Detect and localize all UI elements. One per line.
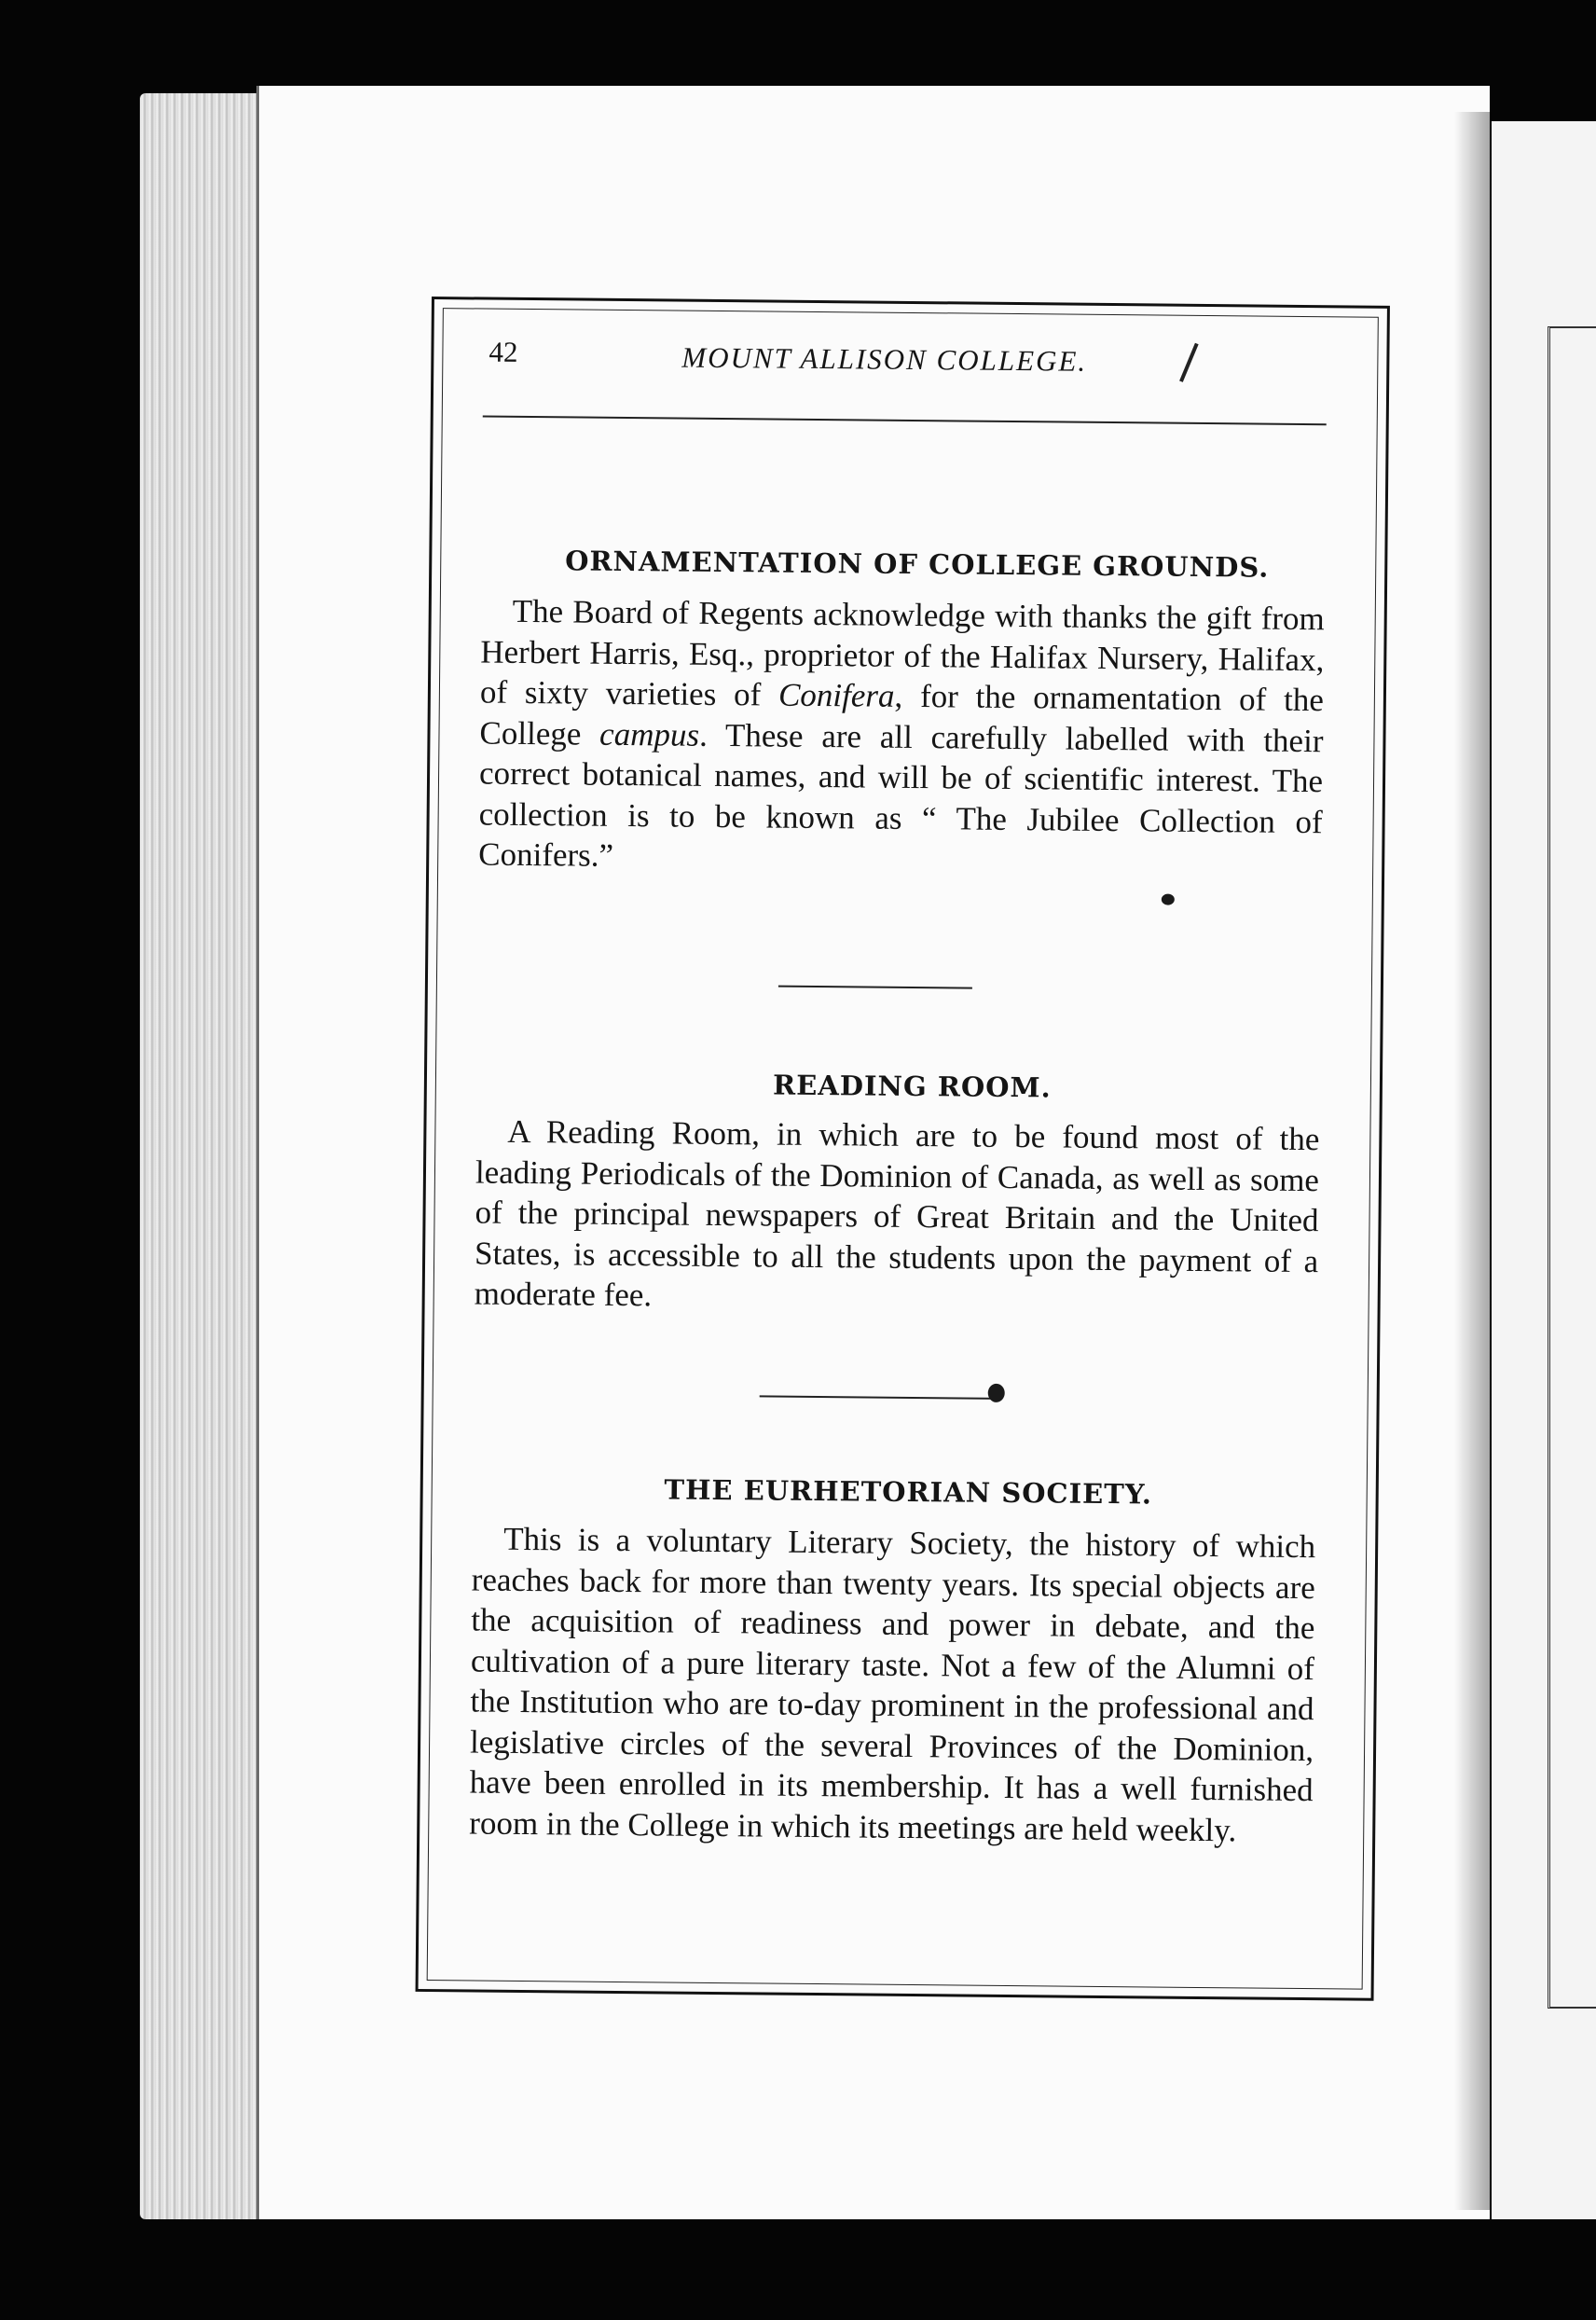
- spine-shadow: [1454, 112, 1492, 2210]
- section-eurhetorian-society: [469, 1471, 1316, 1851]
- section-body: A Reading Room, in which are to be found most of the leading Periodicals of the Dominion of Canada, as well as some of the principal newspapers of Great Britain and the United States, is accessible to all the students upon the payment of a moderate fee.: [474, 1112, 1320, 1314]
- section-body: This is a voluntary Literary Society, the history of which reaches back for more than twenty years. Its special objects are the acquisition of readiness and power in debate, and the cultivation of a pure literary taste. Not a few of the Alumni of the Institution who are to-day prominent in the professional and legislative circles of the several Provinces of the Dominion, have been enrolled in its membership. It has a well furnished room in the College in which its meetings are held weekly.: [469, 1520, 1316, 1848]
- running-title: MOUNT ALLISON COLLEGE.: [681, 340, 1088, 378]
- page-content: [469, 330, 1328, 1848]
- pencil-mark: [1179, 343, 1199, 382]
- running-header: [483, 330, 1328, 394]
- section-reading-room: [475, 1066, 1321, 1321]
- ink-blot: [1162, 894, 1175, 905]
- facing-page-frame: [1548, 326, 1596, 2009]
- ink-blot: [988, 1384, 1005, 1402]
- page-number: 42: [488, 335, 518, 368]
- section-heading: THE EURHETORIAN SOCIETY.: [664, 1473, 1153, 1511]
- section-ornamentation: [478, 545, 1325, 883]
- page-frame: [416, 297, 1390, 2001]
- section-body: The Board of Regents acknowledge with thanks the gift from Herbert Harris, Esq., proprietor of the Halifax Nursery, Halifax, of sixty varieties of Conifera, for the ornamentation of the College campus. These are all carefully labelled with their correct botanical names, and will be of scientific interest. The collection is to be known as “ The Jubilee Collection of Conifers.”: [478, 592, 1325, 874]
- page-edges: [140, 93, 270, 2219]
- section-heading: READING ROOM.: [772, 1069, 1052, 1104]
- section-heading: ORNAMENTATION OF COLLEGE GROUNDS.: [564, 545, 1270, 584]
